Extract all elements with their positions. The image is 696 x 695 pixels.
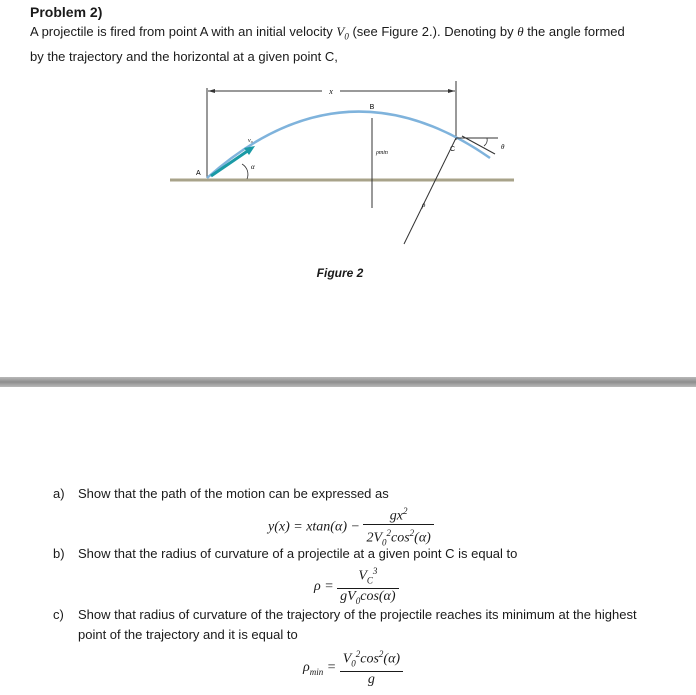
v0-symbol: $V_0$ — [336, 24, 349, 42]
question-a — [0, 484, 696, 504]
equation-c-lhs: $\rho_{min}$ — [303, 659, 324, 677]
label-A: A — [196, 170, 201, 177]
intro-text-1: A projectile is fired from point A with an initial velocity — [30, 24, 337, 39]
intro-text-3: the angle formed — [523, 24, 625, 39]
alpha-arc — [242, 164, 248, 179]
label-B: B — [369, 104, 375, 111]
label-theta: θ — [501, 143, 505, 151]
equation-c-denominator: g — [367, 672, 375, 688]
theta-arc — [484, 138, 487, 146]
label-rho: ρ — [422, 201, 426, 209]
equation-c — [303, 647, 403, 688]
theta-symbol: θ — [517, 24, 524, 39]
equation-b — [314, 564, 399, 609]
label-x: x — [329, 87, 333, 96]
question-c — [0, 605, 696, 645]
equation-b-numerator: $V_C^3$ — [337, 564, 398, 589]
equation-c-equals: = — [326, 659, 337, 675]
dim-arrow-left — [208, 89, 215, 93]
equation-c-numerator: $V_0^2\cos^2(\alpha)$ — [340, 647, 403, 672]
equation-a-lhs: y(x) = xtan(α) − — [268, 519, 360, 535]
label-rho-min: ρmin — [376, 150, 388, 156]
v0-arrow-shaft — [211, 150, 249, 176]
projectile-figure — [160, 78, 530, 248]
problem-intro — [30, 22, 670, 67]
question-b-label: b) — [53, 546, 65, 561]
question-c-text: Show that radius of curvature of the trajectory of the projectile reaches its minimum at the highest point of the trajectory and it is equal to — [78, 607, 637, 642]
equation-b-lhs: ρ = — [314, 578, 334, 594]
equation-c-fraction — [340, 647, 403, 688]
equation-a-denominator: $2V_0^2\cos^2(\alpha)$ — [366, 527, 431, 548]
question-a-text: Show that the path of the motion can be expressed as — [78, 486, 389, 501]
equation-b-fraction — [337, 564, 398, 609]
figure-caption: Figure 2 — [316, 266, 364, 280]
equation-b-denominator: $gV_0\cos(\alpha)$ — [340, 589, 396, 607]
question-a-label: a) — [53, 486, 65, 501]
label-v0: v₀ — [248, 138, 253, 144]
trajectory-curve — [207, 112, 490, 178]
label-alpha: α — [251, 163, 255, 171]
question-b-text: Show that the radius of curvature of a projectile at a given point C is equal to — [78, 546, 518, 561]
page-separator — [0, 377, 696, 387]
label-C: C — [450, 146, 456, 153]
rho-line — [404, 138, 456, 244]
question-b — [0, 544, 696, 564]
question-c-label: c) — [53, 607, 64, 622]
intro-text-2: (see Figure 2.). Denoting by — [348, 24, 518, 39]
intro-text-line2: by the trajectory and the horizontal at a given point C, — [30, 48, 338, 64]
equation-a-numerator: $gx^2$ — [363, 504, 433, 525]
problem-title: Problem 2) — [30, 4, 103, 20]
dim-arrow-right — [448, 89, 455, 93]
